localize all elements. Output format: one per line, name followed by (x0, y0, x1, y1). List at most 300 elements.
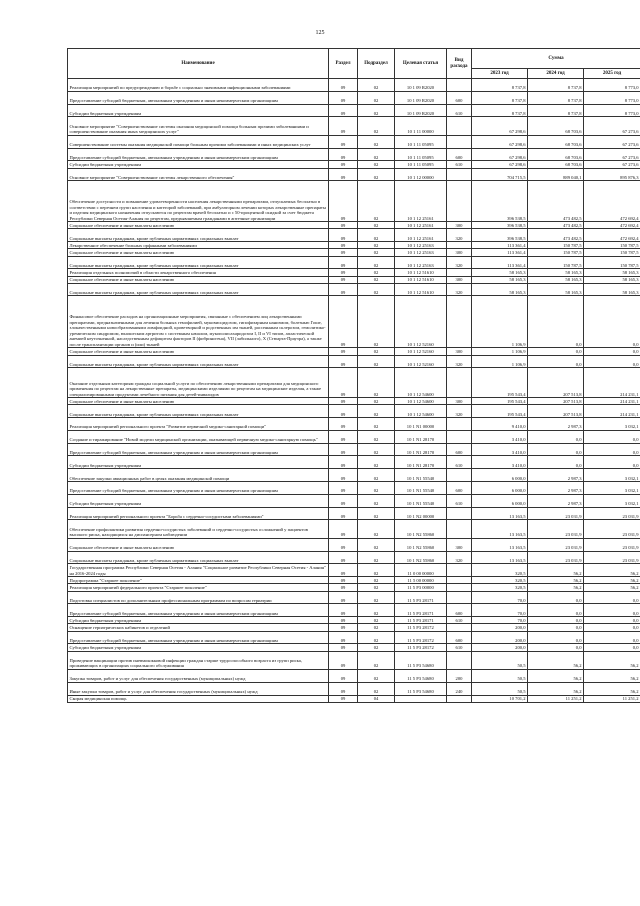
cell-name: Предоставление субсидий бюджетным, автономным учреждениям и иным некоммерческим организациям (68, 148, 329, 161)
cell-name: Предоставление субсидий бюджетным, автономным учреждениям и иным некоммерческим организациям (68, 604, 329, 617)
cell-sub: 02 (358, 644, 395, 651)
cell-name: Лекарственное обеспечение больных орфанными заболеваниями (68, 242, 329, 249)
cell-sub: 02 (358, 135, 395, 148)
cell-c: 3 032,1 (584, 494, 640, 507)
cell-c: 0,0 (584, 296, 640, 348)
cell-sub: 02 (358, 79, 395, 92)
cell-name: Социальное обеспечение и иные выплаты населению (68, 249, 329, 256)
cell-vr: 610 (447, 104, 472, 117)
cell-c: 58 165,3 (584, 269, 640, 276)
cell-c: 0,0 (584, 624, 640, 631)
cell-sec: 09 (329, 430, 358, 443)
cell-a: 320,5 (472, 584, 528, 591)
cell-c: 895 876,3 (584, 168, 640, 181)
cell-c: 58 165,3 (584, 276, 640, 283)
cell-c: 56,2 (584, 577, 640, 584)
table-row (68, 538, 640, 551)
cell-name: Предоставление субсидий бюджетным, автономным учреждениям и иным некоммерческим организациям (68, 631, 329, 644)
cell-b: 0,0 (528, 644, 584, 651)
cell-b: 23 031,9 (528, 538, 584, 551)
cell-sec: 09 (329, 624, 358, 631)
cell-cs: 10 1 11 00000 (395, 117, 447, 135)
cell-sec: 09 (329, 669, 358, 682)
cell-sub: 02 (358, 168, 395, 181)
cell-sec: 09 (329, 249, 358, 256)
cell-sec: 09 (329, 551, 358, 564)
cell-sec: 09 (329, 682, 358, 695)
cell-sub: 02 (358, 591, 395, 604)
cell-c: 472 692,4 (584, 181, 640, 222)
cell-a: 13 163,5 (472, 551, 528, 564)
cell-sec: 09 (329, 269, 358, 276)
cell-sub: 02 (358, 631, 395, 644)
cell-cs: 10 1 12 25161 (395, 181, 447, 222)
cell-name: Социальные выплаты гражданам, кроме публичных нормативных социальных выплат (68, 256, 329, 269)
cell-sub: 02 (358, 348, 395, 355)
cell-b: 207 513,8 (528, 405, 584, 418)
cell-a: 58 165,3 (472, 283, 528, 296)
cell-cs: 11 0 00 00000 (395, 564, 447, 577)
cell-name: Социальное обеспечение и иные выплаты населению (68, 398, 329, 405)
cell-b: 68 703,6 (528, 135, 584, 148)
table-row (68, 430, 640, 443)
cell-sub: 02 (358, 256, 395, 269)
cell-c: 3 032,1 (584, 469, 640, 482)
cell-cs: 10 1 12 25163 (395, 256, 447, 269)
cell-a: 320,5 (472, 564, 528, 577)
cell-vr (447, 624, 472, 631)
cell-c: 214 231,1 (584, 405, 640, 418)
cell-name: Государственная программа Республики Северная Осетия - Алания "Социальное развитие Республики Северная Осетия - Алания" на 2016-2024 годы (68, 564, 329, 577)
cell-b: 0,0 (528, 617, 584, 624)
cell-sub: 02 (358, 482, 395, 495)
cell-vr: 600 (447, 148, 472, 161)
cell-c: 3 032,1 (584, 482, 640, 495)
table-row (68, 564, 640, 577)
header-name: Наименование (68, 49, 329, 79)
cell-vr: 300 (447, 398, 472, 405)
cell-sub: 02 (358, 405, 395, 418)
cell-c: 0,0 (584, 355, 640, 368)
cell-b: 23 031,9 (528, 507, 584, 520)
table-row (68, 296, 640, 348)
cell-sec: 09 (329, 168, 358, 181)
cell-vr: 300 (447, 276, 472, 283)
cell-name: Субсидии бюджетным учреждениям (68, 104, 329, 117)
cell-sec: 09 (329, 276, 358, 283)
cell-name: Субсидии бюджетным учреждениям (68, 456, 329, 469)
cell-name: Социальные выплаты гражданам, кроме публичных нормативных социальных выплат (68, 405, 329, 418)
cell-c: 472 692,4 (584, 222, 640, 229)
table-row (68, 269, 640, 276)
cell-name: Основное мероприятие "Совершенствование системы оказания медицинской помощи больным прочими заболеваниями и совершенствование оказания иных медицинских услуг" (68, 117, 329, 135)
cell-vr: 320 (447, 355, 472, 368)
cell-sec: 09 (329, 538, 358, 551)
cell-sec: 09 (329, 520, 358, 538)
cell-vr (447, 296, 472, 348)
cell-b: 0,0 (528, 604, 584, 617)
cell-name: Оснащение гериатрических кабинетов и отделений (68, 624, 329, 631)
cell-vr (447, 430, 472, 443)
cell-sec: 09 (329, 482, 358, 495)
table-row (68, 494, 640, 507)
header-2025: 2025 год (584, 69, 640, 79)
cell-c: 150 787,5 (584, 249, 640, 256)
header-sum: Сумма (472, 49, 640, 69)
cell-a: 396 538,5 (472, 222, 528, 229)
cell-a: 6 000,0 (472, 469, 528, 482)
cell-sub: 02 (358, 456, 395, 469)
cell-a: 195 543,4 (472, 405, 528, 418)
cell-name: Социальное обеспечение и иные выплаты населению (68, 348, 329, 355)
table-row (68, 418, 640, 431)
cell-name: Предоставление субсидий бюджетным, автономным учреждениям и иным некоммерческим организациям (68, 443, 329, 456)
table-row (68, 135, 640, 148)
cell-sub: 02 (358, 469, 395, 482)
cell-vr: 600 (447, 604, 472, 617)
cell-a: 50,5 (472, 682, 528, 695)
cell-cs: 11 5 P3 28172 (395, 624, 447, 631)
cell-sec: 09 (329, 456, 358, 469)
cell-a: 67 298,6 (472, 161, 528, 168)
cell-cs: 10 1 N1 28170 (395, 456, 447, 469)
cell-sec: 09 (329, 135, 358, 148)
cell-b: 2 987,3 (528, 418, 584, 431)
cell-cs: 10 1 12 51610 (395, 283, 447, 296)
table-row (68, 604, 640, 617)
cell-b: 2 987,3 (528, 482, 584, 495)
cell-a: 10 701,2 (472, 695, 528, 702)
cell-vr (447, 269, 472, 276)
cell-name: Социальное обеспечение и иные выплаты населению (68, 222, 329, 229)
cell-cs: 11 5 P3 54680 (395, 669, 447, 682)
header-2024: 2024 год (528, 69, 584, 79)
cell-c: 56,2 (584, 682, 640, 695)
table-row (68, 181, 640, 222)
cell-vr: 320 (447, 551, 472, 564)
cell-b: 0,0 (528, 296, 584, 348)
table-row (68, 631, 640, 644)
cell-vr: 300 (447, 348, 472, 355)
cell-vr: 610 (447, 617, 472, 624)
table-row (68, 104, 640, 117)
table-body (68, 79, 640, 703)
cell-vr: 300 (447, 249, 472, 256)
table-row (68, 256, 640, 269)
cell-vr: 320 (447, 405, 472, 418)
cell-sub: 02 (358, 617, 395, 624)
cell-b: 473 482,5 (528, 222, 584, 229)
cell-vr (447, 418, 472, 431)
cell-name: Реализация мероприятий регионального проекта "Развитие первичной медико-санитарной помощи" (68, 418, 329, 431)
cell-name: Создание и тиражирование "Новой модели медицинской организации, оказывающей первичную медико-санитарную помощь" (68, 430, 329, 443)
cell-sub: 02 (358, 222, 395, 229)
cell-cs: 11 5 P3 28171 (395, 617, 447, 624)
cell-c: 214 231,1 (584, 398, 640, 405)
cell-name: Реализация мероприятий по предупреждению и борьбе с социально значимыми инфекционными заболеваниями (68, 79, 329, 92)
cell-b: 207 513,8 (528, 398, 584, 405)
cell-name: Основное мероприятие "Совершенствование системы лекарственного обеспечения" (68, 168, 329, 181)
cell-cs: 10 1 12 54600 (395, 405, 447, 418)
header-2023: 2023 год (472, 69, 528, 79)
cell-sec: 09 (329, 443, 358, 456)
cell-c: 0,0 (584, 604, 640, 617)
cell-sub: 02 (358, 418, 395, 431)
cell-b: 0,0 (528, 430, 584, 443)
cell-b: 150 787,5 (528, 242, 584, 249)
cell-sub: 02 (358, 651, 395, 669)
cell-vr (447, 591, 472, 604)
cell-c: 23 031,9 (584, 520, 640, 538)
cell-c: 56,2 (584, 564, 640, 577)
cell-a: 67 298,6 (472, 135, 528, 148)
cell-name: Финансовое обеспечение расходов на организационные мероприятия, связанные с обеспечением лиц лекарственными препаратами, предназначенными для лечения больных гемофилией, муковисцидозом, гипофизарным нанизмом, болезнью Гоше, злокачественными новообразованиями лимфоидной, кроветворной и родственных им тканей, рассеянным склерозом, гемолитико-уремическим синдромом, юношеским артритом с системным началом, мукополисахаридозом I, II и VI типов, апластической анемией неуточненной, наследственным дефицитом факторов II (фибриногена), VII (лабильного), X (Стюарта-Прауэра), а также после трансплантации органов и (или) тканей (68, 296, 329, 348)
cell-b: 0,0 (528, 443, 584, 456)
cell-cs: 10 1 N2 00000 (395, 507, 447, 520)
cell-name: Социальные выплаты гражданам, кроме публичных нормативных социальных выплат (68, 551, 329, 564)
cell-name: Социальные выплаты гражданам, кроме публичных нормативных социальных выплат (68, 229, 329, 242)
cell-name: Обеспечение профилактики развития сердечно-сосудистых заболеваний и сердечно-сосудистых осложнений у пациентов высокого риска, находящихся на диспансерном наблюдении (68, 520, 329, 538)
cell-a: 70,0 (472, 617, 528, 624)
cell-b: 0,0 (528, 591, 584, 604)
cell-b: 0,0 (528, 631, 584, 644)
cell-name: Обеспечение закупки авиационных работ в целях оказания медицинской помощи (68, 469, 329, 482)
cell-sub: 02 (358, 604, 395, 617)
cell-c: 67 273,6 (584, 135, 640, 148)
table-row (68, 507, 640, 520)
cell-sec: 09 (329, 494, 358, 507)
cell-cs: 10 1 12 54600 (395, 398, 447, 405)
cell-cs: 10 1 11 05095 (395, 135, 447, 148)
cell-sec: 09 (329, 644, 358, 651)
cell-sub: 02 (358, 355, 395, 368)
cell-a: 1 106,9 (472, 355, 528, 368)
cell-cs: 11 5 P3 00000 (395, 584, 447, 591)
cell-b: 0,0 (528, 348, 584, 355)
cell-a: 396 538,5 (472, 181, 528, 222)
table-row (68, 276, 640, 283)
cell-cs: 10 1 11 05095 (395, 161, 447, 168)
cell-sec: 09 (329, 651, 358, 669)
cell-name: Социальное обеспечение и иные выплаты населению (68, 538, 329, 551)
cell-name: Подпрограмма "Старшее поколение" (68, 577, 329, 584)
cell-b: 58 165,3 (528, 276, 584, 283)
cell-sec: 09 (329, 584, 358, 591)
cell-vr (447, 469, 472, 482)
cell-cs: 10 1 12 25163 (395, 249, 447, 256)
cell-sec: 09 (329, 91, 358, 104)
cell-sub: 02 (358, 104, 395, 117)
cell-vr (447, 584, 472, 591)
table-row (68, 398, 640, 405)
table-row (68, 117, 640, 135)
cell-sec: 09 (329, 617, 358, 624)
cell-sec: 09 (329, 577, 358, 584)
cell-c: 3 032,1 (584, 418, 640, 431)
cell-vr (447, 695, 472, 702)
cell-cs (395, 695, 447, 702)
cell-c: 0,0 (584, 617, 640, 624)
cell-vr (447, 168, 472, 181)
cell-c: 56,2 (584, 669, 640, 682)
cell-b: 23 031,9 (528, 551, 584, 564)
cell-c: 0,0 (584, 631, 640, 644)
cell-vr: 600 (447, 631, 472, 644)
cell-c: 56,2 (584, 584, 640, 591)
cell-c: 0,0 (584, 644, 640, 651)
cell-cs: 10 1 N2 55860 (395, 538, 447, 551)
table-row (68, 591, 640, 604)
table-row (68, 456, 640, 469)
cell-c: 150 787,5 (584, 256, 640, 269)
cell-cs: 10 1 12 25163 (395, 242, 447, 249)
cell-vr: 600 (447, 443, 472, 456)
cell-b: 473 482,5 (528, 181, 584, 222)
table-row (68, 617, 640, 624)
table-row (68, 368, 640, 398)
cell-sub: 02 (358, 181, 395, 222)
cell-a: 200,0 (472, 631, 528, 644)
cell-name: Социальные выплаты гражданам, кроме публичных нормативных социальных выплат (68, 355, 329, 368)
cell-name: Реализация мероприятий регионального проекта "Борьба с сердечно-сосудистыми заболеваниями" (68, 507, 329, 520)
cell-a: 195 543,4 (472, 368, 528, 398)
table-row (68, 249, 640, 256)
cell-c: 0,0 (584, 456, 640, 469)
table-row (68, 682, 640, 695)
table-row (68, 482, 640, 495)
cell-name: Закупка товаров, работ и услуг для обеспечения государственных (муниципальных) нужд (68, 669, 329, 682)
cell-sub: 02 (358, 430, 395, 443)
cell-c: 67 273,6 (584, 117, 640, 135)
cell-b: 0,0 (528, 624, 584, 631)
cell-sec: 09 (329, 604, 358, 617)
cell-name: Совершенствование системы оказания медицинской помощи больным прочими заболеваниями и иных медицинских услуг (68, 135, 329, 148)
cell-sub: 02 (358, 398, 395, 405)
cell-vr (447, 242, 472, 249)
cell-b: 56,2 (528, 564, 584, 577)
cell-b: 8 737,8 (528, 104, 584, 117)
cell-sub: 02 (358, 624, 395, 631)
cell-b: 23 031,9 (528, 520, 584, 538)
cell-name: Субсидии бюджетным учреждениям (68, 617, 329, 624)
cell-sec: 09 (329, 355, 358, 368)
cell-a: 113 361,4 (472, 242, 528, 249)
cell-c: 0,0 (584, 591, 640, 604)
cell-sub: 04 (358, 695, 395, 702)
cell-c: 67 273,6 (584, 148, 640, 161)
cell-b: 0,0 (528, 355, 584, 368)
cell-a: 1 106,9 (472, 296, 528, 348)
cell-sub: 02 (358, 669, 395, 682)
cell-a: 8 737,8 (472, 79, 528, 92)
cell-a: 58 165,3 (472, 276, 528, 283)
table-row (68, 348, 640, 355)
cell-cs: 10 1 N1 55540 (395, 469, 447, 482)
cell-sec: 09 (329, 348, 358, 355)
cell-sub: 02 (358, 242, 395, 249)
cell-sub: 02 (358, 249, 395, 256)
cell-sub: 02 (358, 91, 395, 104)
cell-a: 3 410,0 (472, 430, 528, 443)
cell-c: 11 251,2 (584, 695, 640, 702)
cell-cs: 11 5 P3 28171 (395, 591, 447, 604)
cell-a: 1 106,9 (472, 348, 528, 355)
cell-a: 8 737,8 (472, 91, 528, 104)
cell-sub: 02 (358, 276, 395, 283)
cell-cs: 10 1 12 25161 (395, 222, 447, 229)
cell-cs: 10 1 12 52160 (395, 296, 447, 348)
cell-b: 68 703,6 (528, 117, 584, 135)
header-section: Раздел (329, 49, 358, 79)
cell-c: 0,0 (584, 430, 640, 443)
cell-a: 13 163,5 (472, 520, 528, 538)
cell-a: 67 298,6 (472, 117, 528, 135)
cell-sec: 09 (329, 398, 358, 405)
cell-vr (447, 577, 472, 584)
cell-name: Реализация отдельных полномочий в области лекарственного обеспечения (68, 269, 329, 276)
cell-a: 8 737,8 (472, 104, 528, 117)
cell-sec: 09 (329, 564, 358, 577)
cell-c: 0,0 (584, 443, 640, 456)
cell-sub: 02 (358, 368, 395, 398)
cell-sub: 02 (358, 584, 395, 591)
cell-vr: 320 (447, 283, 472, 296)
table-row (68, 669, 640, 682)
cell-cs: 10 1 09 R2020 (395, 104, 447, 117)
table-row (68, 161, 640, 168)
cell-cs: 11 5 P3 28172 (395, 644, 447, 651)
cell-sub: 02 (358, 283, 395, 296)
cell-vr (447, 564, 472, 577)
cell-cs: 11 5 P3 54680 (395, 682, 447, 695)
cell-name: Подготовка специалистов по дополнительным профессиональным программам по вопросам гериатрии (68, 591, 329, 604)
cell-sec: 09 (329, 296, 358, 348)
cell-c: 472 692,4 (584, 229, 640, 242)
cell-name: Субсидии бюджетным учреждениям (68, 494, 329, 507)
page-number: 125 (315, 30, 325, 36)
cell-sec: 09 (329, 368, 358, 398)
cell-name: Предоставление субсидий бюджетным, автономным учреждениям и иным некоммерческим организациям (68, 91, 329, 104)
cell-sub: 02 (358, 229, 395, 242)
cell-vr (447, 507, 472, 520)
cell-vr: 600 (447, 482, 472, 495)
table-row (68, 651, 640, 669)
cell-name: Субсидии бюджетным учреждениям (68, 161, 329, 168)
table-row (68, 168, 640, 181)
cell-sec: 09 (329, 104, 358, 117)
cell-a: 6 000,0 (472, 494, 528, 507)
table-row (68, 242, 640, 249)
cell-b: 56,2 (528, 669, 584, 682)
cell-cs: 10 1 09 R2020 (395, 91, 447, 104)
cell-cs: 10 1 N2 55860 (395, 551, 447, 564)
cell-a: 50,5 (472, 651, 528, 669)
cell-name: Социальное обеспечение и иные выплаты населению (68, 276, 329, 283)
cell-a: 113 361,4 (472, 256, 528, 269)
cell-b: 68 703,6 (528, 148, 584, 161)
cell-cs: 10 1 N2 55860 (395, 520, 447, 538)
table-row (68, 584, 640, 591)
cell-c: 67 273,6 (584, 161, 640, 168)
cell-vr: 300 (447, 222, 472, 229)
cell-name: Оказание отдельным категориям граждан социальной услуги по обеспечению лекарственными препаратами для медицинского применения по рецептам на лекарственные препараты, медицинскими изделиями по рецептам на медицинские изделия, а также специализированными продуктами лечебного питания для детей-инвалидов (68, 368, 329, 398)
cell-name: Проведение вакцинации против пневмококковой инфекции граждан старше трудоспособного возраста из групп риска, проживающих в организациях социального обслуживания (68, 651, 329, 669)
cell-b: 150 787,5 (528, 256, 584, 269)
cell-b: 56,2 (528, 651, 584, 669)
cell-sec: 09 (329, 695, 358, 702)
cell-a: 396 538,5 (472, 229, 528, 242)
cell-sec: 09 (329, 405, 358, 418)
